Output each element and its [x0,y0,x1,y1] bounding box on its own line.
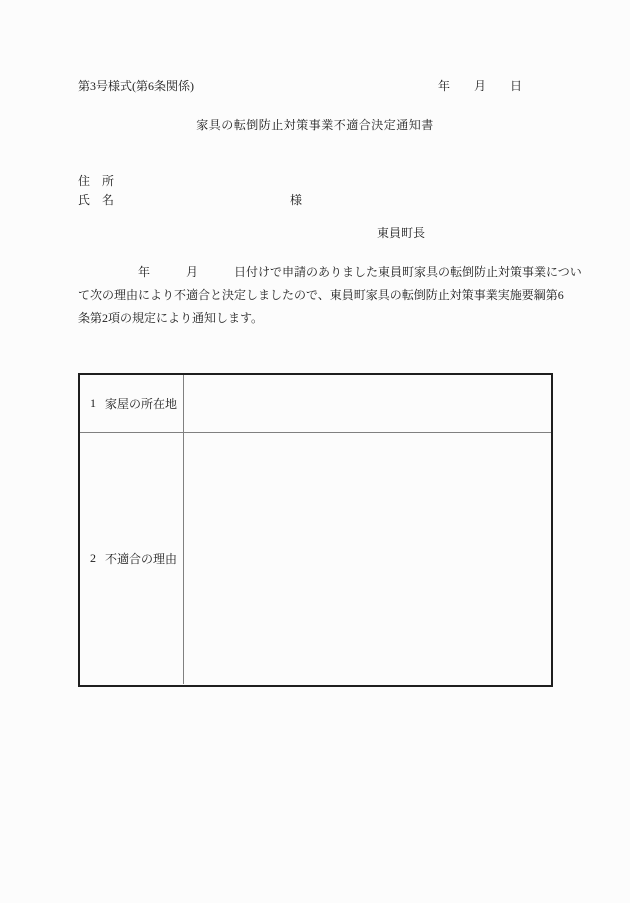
sender-title: 東員町長 [377,226,426,240]
body-line-3: 条第2項の規定により通知します。 [78,311,264,325]
row-label-cell [80,375,184,432]
body-paragraph [78,261,618,330]
decision-table [78,373,553,687]
name-label: 氏 名 [78,193,115,207]
address-label: 住 所 [78,174,115,188]
nonconformity-reason-value-cell [184,433,551,684]
body-line-2: て次の理由により不適合と決定しましたので、東員町家具の転倒防止対策事業実施要綱第6 [78,288,564,302]
row-number: 1 [90,396,96,410]
document-title: 家具の転倒防止対策事業不適合決定通知書 [196,118,434,132]
table-row-house-location [80,375,551,433]
row-label: 家屋の所在地 [105,397,178,411]
row-label-cell [80,433,184,684]
honorific-sama: 様 [290,193,303,207]
row-number: 2 [90,551,96,565]
house-location-value-cell [184,375,551,432]
body-line-1: 年 月 日付けで申請のありました東員町家具の転倒防止対策事業につい [78,265,582,279]
table-row-nonconformity-reason [80,433,551,684]
form-number: 第3号様式(第6条関係) [78,79,194,93]
row-label: 不適合の理由 [105,552,178,566]
date-placeholder: 年 月 日 [438,79,523,93]
